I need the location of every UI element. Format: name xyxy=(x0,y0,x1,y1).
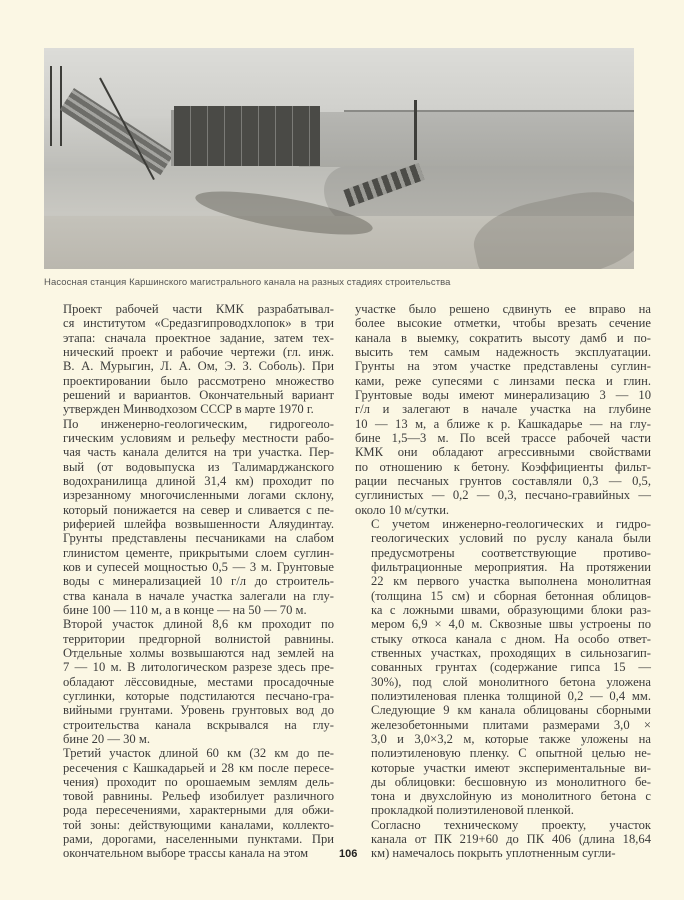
text-line: ресечения с Кашкадарьей и 28 км после пересе- xyxy=(63,760,334,775)
text-line: тона и двухслойную из монолитного бетона с xyxy=(371,789,651,804)
text-line: 22 км первого участка выполнена монолитная xyxy=(371,574,651,589)
text-line: глинистом цементе, прикрытыми слоем суглин- xyxy=(63,545,334,560)
text-line: По инженерно-геологическим, гидрогеоло- xyxy=(63,416,334,431)
text-line: вийными грунтами. Уровень грунтовых вод до xyxy=(63,703,334,718)
text-line: геологических условий по руслу канала были xyxy=(371,531,651,546)
text-line: Следующие 9 км канала облицованы сборными xyxy=(371,703,651,718)
paragraph xyxy=(47,746,334,861)
text-line: В. А. Мурыгин, Л. А. Ом, Э. З. Соболь). При xyxy=(63,359,334,374)
text-line: около 10 м/сутки. xyxy=(355,502,450,517)
text-line: обладают лёссовидные, местами просадочные xyxy=(63,674,334,689)
text-line: гическим условиям и рельефу местности рабо- xyxy=(63,430,334,445)
text-line: воды с минерализацией 10 г/л до строитель- xyxy=(63,574,334,589)
text-line: Грунтовые воды имеют минерализацию 3 — 10 xyxy=(355,387,651,402)
text-line: строительства канала вскрывался на глу- xyxy=(63,717,334,732)
text-line: Грунты представлены песчаниками на слабом xyxy=(63,531,334,546)
text-line: Третий участок длиной 60 км (32 км до пе- xyxy=(63,746,334,761)
text-line: утвержден Минводхозом СССР в марте 1970 г. xyxy=(63,402,314,417)
text-line: суглинистых — 0,2 — 0,3, песчано-гравийных — xyxy=(355,488,651,503)
text-line: бине 20 — 30 м. xyxy=(63,731,150,746)
text-line: решений и вариантов. Окончательный вариант xyxy=(63,387,334,402)
photo-sky xyxy=(44,48,634,118)
text-line: участке было решено сдвинуть ее вправо на xyxy=(355,302,651,316)
photo-power-tower xyxy=(50,66,62,146)
text-line: той зоны: действующими каналами, коллекто- xyxy=(63,817,334,832)
text-column-left xyxy=(47,302,334,861)
text-line: С учетом инженерно-геологических и гидро- xyxy=(371,516,651,531)
text-line: рами, дорогами, населенными пунктами. При xyxy=(63,832,334,847)
text-line: ды облицовки: бесшовную из монолитного бе- xyxy=(371,774,651,789)
text-line: товой равнины. Рельеф изобилует различного xyxy=(63,789,334,804)
text-line: риферией шлейфа возвышенности Аляудинтау. xyxy=(63,516,334,531)
text-line: 7 — 10 м. В литологическом разрезе здесь пре- xyxy=(63,660,334,675)
text-line: этапа: сначала проектное задание, затем тех- xyxy=(63,330,334,345)
text-line: Грунты на этом участке представлены суглин- xyxy=(355,359,651,374)
text-line: км) намечалось покрыть уплотненным сугли- xyxy=(371,846,616,861)
text-line: ками, реже супесями с линзами песка и глин. xyxy=(355,373,651,388)
text-line: ства канала в начале участка залегали на глу- xyxy=(63,588,334,603)
text-line: бине 100 — 110 м, а в конце — на 50 — 70 м. xyxy=(63,602,307,617)
text-line: 30%), под слой монолитного бетона уложена xyxy=(371,674,651,689)
text-line: суглинки, которые подстилаются песчано-гра- xyxy=(63,688,334,703)
text-line: КМК они обладают агрессивными свойствами xyxy=(355,445,651,460)
text-line: железобетонными плитами размерами 3,0 × xyxy=(371,717,651,732)
text-line: вый (от водовыпуска из Талимарджанского xyxy=(63,459,334,474)
text-line: г/л и залегают в начале участка на глубине xyxy=(355,402,651,417)
text-line: стыку откоса канала с дном. На особо ответ- xyxy=(371,631,651,646)
paragraph xyxy=(355,517,651,818)
text-line: который понижается на север и сливается с пе- xyxy=(63,502,334,517)
text-line: чая часть канала делится на три участка. Пер- xyxy=(63,445,334,460)
figure-caption: Насосная станция Каршинского магистрального канала на разных стадиях строительства xyxy=(44,277,451,288)
text-line: чения) проходит по орошаемым землям дель- xyxy=(63,774,334,789)
text-line: ков и супесей мощностью 0,5 — 3 м. Грунтовые xyxy=(63,559,334,574)
text-line: Второй участок длиной 8,6 км проходит по xyxy=(63,617,334,632)
text-line: фильтрационные мероприятия. На протяжении xyxy=(371,559,651,574)
photo-canal-slope xyxy=(299,112,634,167)
text-line: канала в выемку, сократить высоту дамб и по- xyxy=(355,330,651,345)
text-line: окончательном выборе трассы канала на этом xyxy=(63,846,309,861)
text-line: рода пересечениями, характерными для обжи- xyxy=(63,803,334,818)
photo-mast xyxy=(414,100,417,160)
text-line: канала от ПК 219+60 до ПК 406 (длина 18,64 xyxy=(371,832,651,847)
text-line: 10 — 13 м, а ближе к р. Кашкадарье — на глу- xyxy=(355,416,651,431)
text-line: Согласно техническому проекту, участок xyxy=(371,817,651,832)
text-line: Проект рабочей части КМК разрабатывал- xyxy=(63,302,334,316)
text-line: прокладкой полиэтиленовой пленкой. xyxy=(371,803,574,818)
paragraph xyxy=(47,417,334,618)
paragraph xyxy=(355,818,651,861)
text-line: рации песчаных грунтов составляли 0,3 — 0,5, xyxy=(355,473,651,488)
text-line: полиэтиленовая пленка толщиной 0,2 — 0,4 мм. xyxy=(371,688,651,703)
text-line: проектировании было рассмотрено множество xyxy=(63,373,334,388)
text-line: бине 1,5—3 м. По всей трассе рабочей части xyxy=(355,430,651,445)
text-line: 3,0 и 3,0×3,2 м, которые также уложены на xyxy=(371,731,651,746)
pumping-station-photo xyxy=(44,48,634,269)
text-line: изрезанному многочисленными логами склону, xyxy=(63,488,334,503)
photo-horizon xyxy=(344,110,634,112)
text-line: (толщина 15 см) и сборная бетонная облицов- xyxy=(371,588,651,603)
text-line: водохранилища длиной 31,4 км) проходит по xyxy=(63,473,334,488)
photo-pump-building xyxy=(174,106,320,166)
text-line: территории предгорной волнистой равнины. xyxy=(63,631,334,646)
text-line: нический проект и рабочие чертежи (гл. инж. xyxy=(63,344,334,359)
text-line: предусмотрены соответствующие противо- xyxy=(371,545,651,560)
paragraph xyxy=(47,302,334,417)
text-line: ся институтом «Средазгипроводхлопок» в три xyxy=(63,316,334,331)
text-line: ственных участках, проходящих в сильнозагип- xyxy=(371,645,651,660)
page-number: 106 xyxy=(339,848,358,860)
text-line: ка с ложными швами, образующими блоки раз- xyxy=(371,602,651,617)
paragraph xyxy=(47,617,334,746)
text-line: мером 6,9 × 4,0 м. Сквозные швы устроены по xyxy=(371,617,651,632)
text-column-right xyxy=(355,302,651,861)
text-line: более высокие отметки, чтобы врезать сечение xyxy=(355,316,651,331)
text-line: высить тем самым надежность эксплуатации. xyxy=(355,344,651,359)
text-line: полиэтиленовую пленку. С опытной целью не- xyxy=(371,746,651,761)
text-line: по отношению к бетону. Коэффициенты фильт- xyxy=(355,459,651,474)
paragraph xyxy=(355,302,651,517)
text-line: сованных грунтах (содержание гипса 15 — xyxy=(371,660,651,675)
text-line: Отдельные холмы возвышаются над землей на xyxy=(63,645,334,660)
text-line: которые участки имеют экспериментальные ви- xyxy=(371,760,651,775)
